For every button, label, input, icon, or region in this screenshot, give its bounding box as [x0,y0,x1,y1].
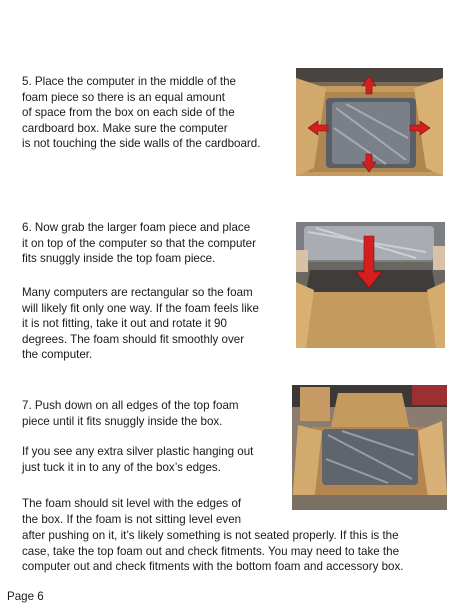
step-6-photo [296,222,445,348]
step-5-text: 5. Place the computer in the middle of the foam piece so there is an equal amount of space from the box on each side of the cardboard box. Make sure the computer is not touching the side walls of the cardboard. [22,75,261,151]
step-6-note: Many computers are rectangular so the foam will likely fit only one way. If the foam feels like it is not fitting, take it out and rotate it 90 degrees. The foam should fit smoothly over the computer. [22,286,259,362]
page-number: Page 6 [7,590,44,603]
step-7-note: If you see any extra silver plastic hanging out just tuck it in to any of the box’s edges. [22,445,254,474]
step-7-note-2a: The foam should sit level with the edges of the box. If the foam is not sitting level even [22,497,242,526]
step-7-photo [292,385,447,510]
step-7-text: 7. Push down on all edges of the top foam piece until it fits snuggly inside the box. [22,399,239,428]
step-5-image [296,68,443,176]
step-6-text: 6. Now grab the larger foam piece and place it on top of the computer so that the computer fits snuggly inside the top foam piece. [22,221,256,266]
step-5-photo [296,68,443,176]
step-6-image [296,222,445,348]
step-7-note-2b: after pushing on it, it’s likely something is not seated properly. If this is the case, take the top foam out and check fitments. You may need to take the computer out and check fitments with the bottom foam and accessory box. [22,529,404,574]
step-7-image [292,385,447,510]
